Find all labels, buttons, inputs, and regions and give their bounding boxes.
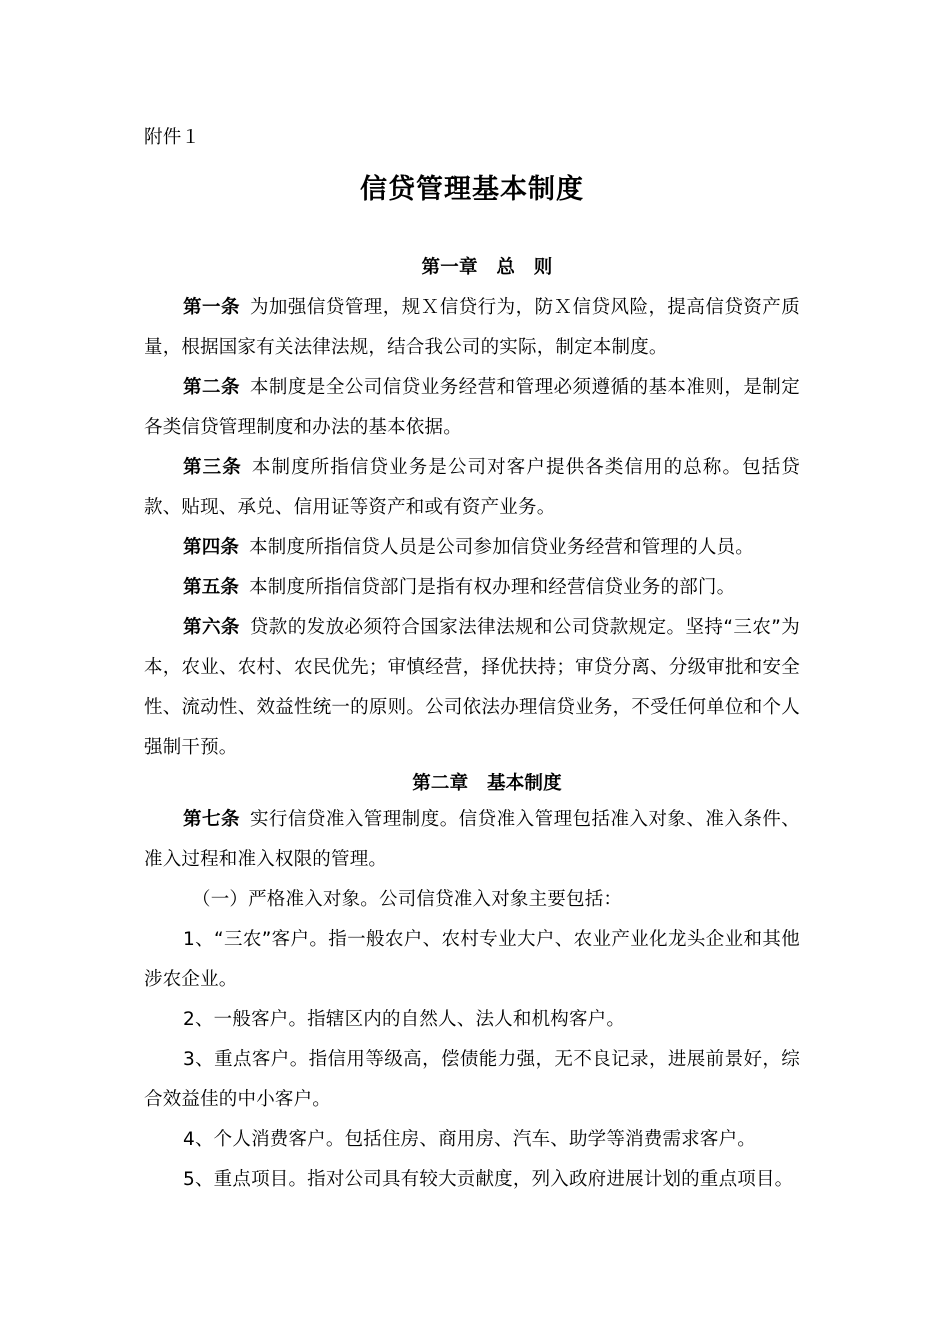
article-number: 第四条: [183, 537, 240, 558]
article-5: [144, 568, 800, 608]
article-text: 贷款的发放必须符合国家法律法规和公司贷款规定。坚持“三农”为本，农业、农村、农民优先；审慎经营，择优扶持；审贷分离、分级审批和安全性、流动性、效益性统一的原则。公司依法办理信贷业务，不受任何单位和个人强制干预。: [144, 617, 800, 758]
article-2: [144, 368, 800, 448]
article-number: 第七条: [183, 809, 240, 830]
article-text: 为加强信贷管理，规Ｘ信贷行为，防Ｘ信贷风险，提高信贷资产质量，根据国家有关法律法规，结合我公司的实际，制定本制度。: [144, 297, 800, 358]
article-text: 本制度所指信贷部门是指有权办理和经营信贷业务的部门。: [249, 577, 736, 598]
article-4: [144, 528, 800, 568]
list-item: 2、一般客户。指辖区内的自然人、法人和机构客户。: [183, 1009, 626, 1030]
document-body: [144, 122, 800, 1200]
article-number: 第六条: [183, 617, 240, 638]
article-text: 本制度是全公司信贷业务经营和管理必须遵循的基本准则，是制定各类信贷管理制度和办法的基本依据。: [144, 377, 800, 438]
document-title: 信贷管理基本制度: [360, 174, 584, 205]
article-number: 第五条: [183, 577, 240, 598]
list-item: 1、“三农”客户。指一般农户、农村专业大户、农业产业化龙头企业和其他涉农企业。: [144, 929, 800, 990]
chapter-2-heading: 第二章 基本制度: [412, 773, 562, 794]
list-item: 3、重点客户。指信用等级高，偿债能力强，无不良记录，进展前景好，综合效益佳的中小客户。: [144, 1049, 800, 1110]
section-heading: （一）严格准入对象。公司信贷准入对象主要包括：: [192, 889, 623, 910]
chapter-1-heading: 第一章 总 则: [421, 257, 553, 278]
attachment-label: 附件１: [144, 127, 201, 148]
article-text: 本制度所指信贷业务是公司对客户提供各类信用的总称。包括贷款、贴现、承兑、信用证等资产和或有资产业务。: [144, 457, 800, 518]
article-number: 第三条: [183, 457, 242, 478]
article-text: 实行信贷准入管理制度。信贷准入管理包括准入对象、准入条件、准入过程和准入权限的管理。: [144, 809, 800, 870]
article-7: [144, 800, 800, 880]
article-3: [144, 448, 800, 528]
article-number: 第一条: [183, 297, 240, 318]
list-item: 5、重点项目。指对公司具有较大贡献度，列入政府进展计划的重点项目。: [183, 1169, 794, 1190]
list-item: 4、个人消费客户。包括住房、商用房、汽车、助学等消费需求客户。: [183, 1129, 756, 1150]
article-6: [144, 608, 800, 768]
article-text: 本制度所指信贷人员是公司参加信贷业务经营和管理的人员。: [249, 537, 755, 558]
article-1: [144, 288, 800, 368]
article-number: 第二条: [183, 377, 240, 398]
